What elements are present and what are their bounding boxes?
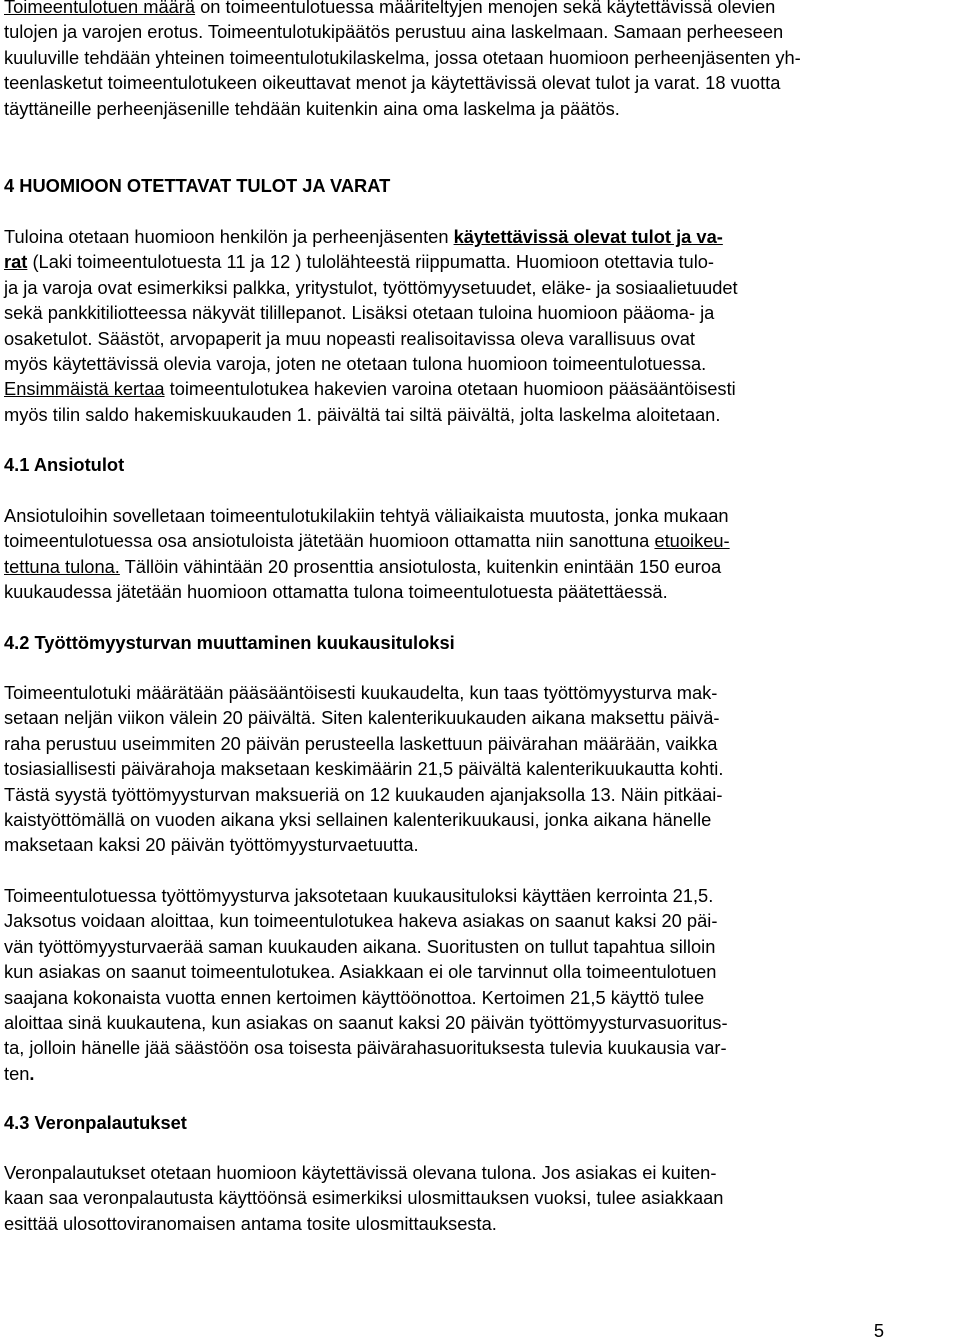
text-run: esittää ulosottoviranomaisen antama tosite ulosmittauksesta. <box>4 1212 497 1234</box>
text-run: ten <box>4 1062 30 1084</box>
text-line <box>4 45 956 70</box>
text-run: setaan neljän viikon välein 20 päivältä. Siten kalenterikuukauden aikana maksettu päivä- <box>4 707 720 729</box>
text-run: (Laki toimeentulotuesta 11 <box>27 251 251 273</box>
text-run: Veronpalautukset otetaan huomioon käytettävissä olevana tulona. Jos asiakas ei kuiten- <box>4 1162 717 1183</box>
text-line <box>4 528 956 553</box>
text-line <box>4 705 956 730</box>
intro-paragraph <box>4 0 956 121</box>
text-run: täyttäneille perheenjäsenille tehdään kuitenkin aina oma laskelma ja päätös. <box>4 97 620 119</box>
section-4-1-paragraph <box>4 503 956 605</box>
section-4-1-heading: 4.1 Ansiotulot <box>4 454 125 475</box>
emphasized-text: tettuna tulona. <box>4 555 120 577</box>
text-line <box>4 249 956 274</box>
text-run: maksetaan kaksi 20 päivän työttömyysturvaetuutta. <box>4 834 419 856</box>
section-4-heading: 4 HUOMIOON OTETTAVAT TULOT JA VARAT <box>4 175 391 196</box>
text-run: Tästä syystä työttömyysturvan maksueriä on 12 kuukauden ajanjaksolla 13. Näin pitkäai- <box>4 783 723 805</box>
text-run: kaan saa veronpalautusta käyttöönsä esimerkiksi ulosmittauksen vuoksi, tulee asiakkaan <box>4 1187 724 1209</box>
text-line <box>4 19 956 44</box>
text-line <box>4 1185 956 1210</box>
text-line <box>4 731 956 756</box>
text-line <box>4 70 956 95</box>
text-run: tulojen ja varojen erotus. Toimeentulotukipäätös perustuu aina laskelmaan. Samaan perheeseen <box>4 21 784 43</box>
text-run: Tuloina otetaan huomioon henkilön ja perheenjäsenten <box>4 226 454 247</box>
text-run: Toimeentulotuki määrätään pääsääntöisesti kuukaudelta, kun taas työttömyysturva mak- <box>4 682 718 703</box>
text-run: ta, jolloin hänelle jää säästöön osa toisesta päivärahasuorituksesta tulevia kuukausia var- <box>4 1037 727 1059</box>
emphasized-text: . <box>29 1062 35 1084</box>
text-line <box>4 782 956 807</box>
text-line <box>4 959 956 984</box>
text-line <box>4 680 956 705</box>
text-run: tosiasiallisesti päivärahoja maksetaan keskimäärin 21,5 päivältä kalenterikuukautta kohti. <box>4 758 724 780</box>
text-run: vän työttömyysturvaerää saman kuukauden aikana. Suoritusten on tullut tapahtua silloin <box>4 935 716 957</box>
text-run: toimeentulotukea hakevien varoina otetaan huomioon pääsääntöisesti <box>164 378 736 400</box>
text-run: on toimeentulotuessa määriteltyjen menojen sekä käytettävissä olevien <box>195 0 776 17</box>
text-run: myös käytettävissä olevia varoja, joten ne otetaan tulona huomioon toimeentulotuessa. <box>4 353 707 375</box>
text-line <box>4 1010 956 1035</box>
text-line <box>4 1035 956 1060</box>
text-run: Toimeentulotuessa työttömyysturva jaksotetaan kuukausituloksi käyttäen kerrointa 21,5. <box>4 885 714 906</box>
section-4-2-paragraph-1 <box>4 680 956 858</box>
text-line <box>4 554 956 579</box>
text-line <box>4 326 956 351</box>
text-run: saajana kokonaista vuotta ennen kertoimen käyttöönottoa. Kertoimen 21,5 käyttö tulee <box>4 986 705 1008</box>
emphasized-text: käytettävissä olevat tulot ja va- <box>453 226 723 247</box>
text-run: sekä pankkitiliotteessa näkyvät tilillepanot. Lisäksi otetaan tuloina huomioon pääoma- ja <box>4 302 715 324</box>
text-run: raha perustuu useimmiten 20 päivän perusteella laskettuun päivärahan määrään, vaikka <box>4 732 718 754</box>
text-line <box>4 1211 956 1236</box>
text-line <box>4 908 956 933</box>
text-line <box>4 224 956 249</box>
text-run: myös tilin saldo hakemiskuukauden 1. päivältä tai siltä päivältä, jolta laskelma aloitetaan. <box>4 403 721 425</box>
text-line <box>4 1061 956 1086</box>
text-line <box>4 402 956 427</box>
text-line <box>4 300 956 325</box>
text-line <box>4 934 956 959</box>
text-line <box>4 96 956 121</box>
text-run: kuukaudessa jätetään huomioon ottamatta tulona toimeentulotuesta päätettäessä. <box>4 581 668 603</box>
emphasized-text: Toimeentulotuen määrä <box>4 0 196 17</box>
section-4-paragraph <box>4 224 956 427</box>
text-run: Ansiotuloihin sovelletaan toimeentulotukilakiin tehtyä väliaikaista muutosta, jonka mukaan <box>4 505 729 526</box>
section-4-3-heading: 4.3 Veronpalautukset <box>4 1112 187 1133</box>
emphasized-text: rat <box>4 251 28 273</box>
emphasized-text: etuoikeu- <box>654 530 730 552</box>
section-4-3-paragraph <box>4 1160 956 1236</box>
text-run: Jaksotus voidaan aloittaa, kun toimeentulotukea hakeva asiakas on saanut kaksi 20 päi- <box>4 910 718 932</box>
text-line <box>4 351 956 376</box>
text-run: Tällöin vähintään 20 prosenttia ansiotulosta, kuitenkin enintään 150 euroa <box>119 555 722 577</box>
text-run: kun asiakas on saanut toimeentulotukea. Asiakkaan ei ole tarvinnut olla toimeentulotuen <box>4 961 717 983</box>
text-run: toimeentulotuessa osa ansiotuloista jätetään huomioon ottamatta niin sanottuna <box>4 530 655 552</box>
text-line <box>4 985 956 1010</box>
text-line <box>4 832 956 857</box>
text-line <box>4 503 956 528</box>
text-run: osaketulot. Säästöt, arvopaperit ja muu nopeasti realisoitavissa oleva varallisuus ovat <box>4 327 696 349</box>
text-line <box>4 756 956 781</box>
text-line <box>4 579 956 604</box>
section-4-2-paragraph-2 <box>4 883 956 1086</box>
text-line <box>4 807 956 832</box>
text-run: ) tulolähteestä riippumatta. Huomioon otettavia tulo- <box>295 251 715 273</box>
page-number: 5 <box>873 1320 884 1341</box>
text-line <box>4 0 956 19</box>
text-run: kaistyöttömällä on vuoden aikana yksi sellainen kalenterikuukausi, jonka aikana hänelle <box>4 809 712 831</box>
text-line <box>4 275 956 300</box>
text-run: ja ja varoja ovat esimerkiksi palkka, yritystulot, työttömyysetuudet, eläke- ja sosiaalietuudet <box>4 276 738 298</box>
text-line <box>4 376 956 401</box>
text-run: kuuluville tehdään yhteinen toimeentulotukilaskelma, jossa otetaan huomioon perheenjäsenten yh- <box>4 46 801 68</box>
text-line <box>4 1160 956 1185</box>
section-4-2-heading: 4.2 Työttömyysturvan muuttaminen kuukausituloksi <box>4 632 455 653</box>
emphasized-text: Ensimmäistä kertaa <box>4 378 165 400</box>
text-run: ja 12 <box>250 251 296 273</box>
text-run: aloittaa sinä kuukautena, kun asiakas on saanut kaksi 20 päivän työttömyysturvasuoritus- <box>4 1012 728 1034</box>
text-line <box>4 883 956 908</box>
text-run: teenlasketut toimeentulotukeen oikeuttavat menot ja käytettävissä olevat tulot ja varat. 18 vuotta <box>4 72 781 94</box>
